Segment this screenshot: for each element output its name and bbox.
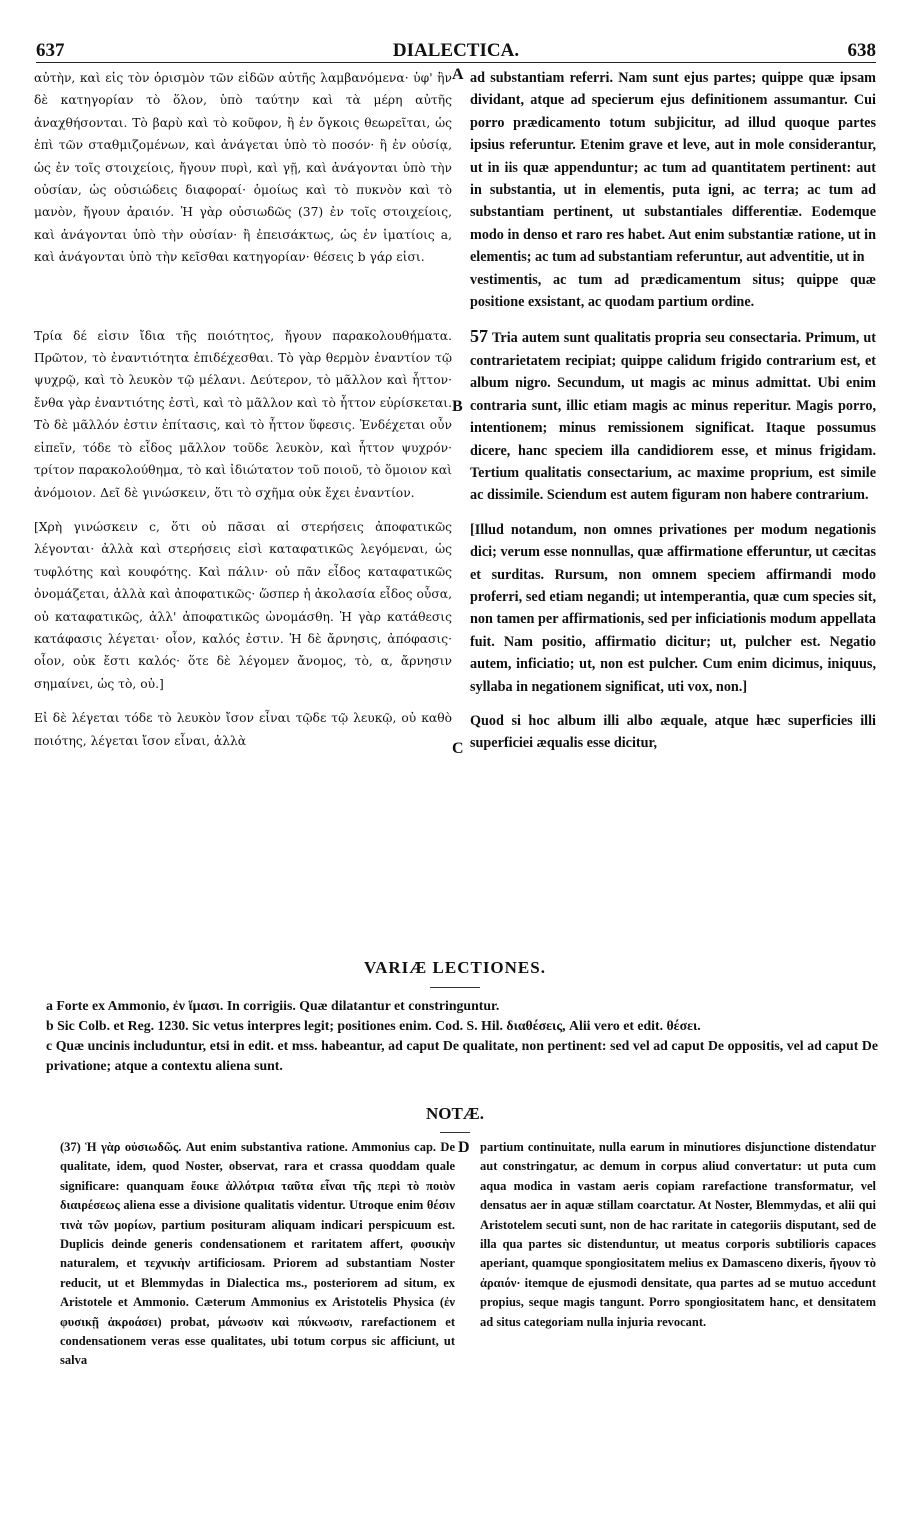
greek-paragraph-1: αὐτὴν, καὶ εἰς τὸν ὁρισμὸν τῶν εἰδῶν αὐτῆς λαμβανόμενα· ὑφ' ἣν δὲ κατηγορίαν τὸ ὅλον, ὑπὸ ταύτην καὶ τὰ μέρη αὐτῆς ἀναχθήσονται. Τὸ βαρὺ καὶ τὸ κοῦφον, ἢ ἐν ὄγκοις θεωρεῖται, ὡς ἐπὶ τῶν σταθμιζομένων, καὶ ἀνάγεται ὑπὸ τὸ ποσόν· ἢ ἐν οὐσίᾳ, ὡς ἐν τοῖς στοιχείοις, ἤγουν πυρὶ, καὶ γῇ, καὶ ἀνάγονται ὑπὸ τὴν οὐσίαν, ὡς οὐσιώδεις διαφοραί· ὁμοίως καὶ τὸ πυκνὸν καὶ τὸ μανὸν, ἤγουν ἀραιόν. Ἡ γὰρ οὐσιωδῶς (37) ἐν τοῖς στοιχείοις, καὶ ἀνάγονται ὑπὸ τὴν οὐσίαν· ἢ ἐπεισάκτως, ὡς ἐν ἱματίοις a, καὶ ἀνάγονται ὑπὸ τὴν κεῖσθαι κατηγορίαν· θέσεις b γάρ εἰσι. xyxy=(34,71,452,265)
notae-left-column: (37) Ἡ γὰρ οὐσιωδῶς. Aut enim substantiva ratione. Ammonius cap. De qualitate, idem, quod Noster, observat, rara et crassa quoddam quale significare: quanquam ἔοικε ἀλλότρια ταῦτα εἶναι τῆς περὶ τὸ ποιὸν διαιρέσεως aliena esse a divisione qualitatis videntur. Utroque enim θέσιν τινὰ τῶν μορίων, partium posituram aliquam indicari perspicuum est. Duplicis deinde generis condensationem et raritatem affert, φυσικὴν naturalem, et τεχνικὴν artificiosam. Priorem ad substantiam Noster reducit, ut et Blemmydas in Dialectica ms., posteriorem ad situm, ex Aristotele et Ammonio. Cæterum Ammonius ex Aristotelis Physica (ἐν φυσικῇ ἀκροάσει) probat, μάνωσιν καὶ πύκνωσιν, rarefactionem et condensationem veras esse qualitates, ubi totum corpus sic afficiunt, ut salva xyxy=(60,1140,455,1368)
variant-note-b: b Sic Colb. et Reg. 1230. Sic vetus interpres legit; positiones enim. Cod. S. Hil. διαθέσεις, Alii vero et edit. θέσει. xyxy=(46,1018,701,1033)
page-number-left: 637 xyxy=(36,40,65,61)
section-divider xyxy=(440,1132,470,1133)
page-title: DIALECTICA. xyxy=(392,40,520,61)
greek-paragraph-3: [Χρὴ γινώσκειν c, ὅτι οὐ πᾶσαι αἱ στερήσεις ἀποφατικῶς λέγονται· ἀλλὰ καὶ στερήσεις εἰσὶ καταφατικῶς λεγόμεναι, ὡς τυφλότης καὶ κουφότης. Καὶ πάλιν· οὐ πᾶν εἶδος καταφατικῶς ὀνομάζεται, ἀλλὰ καὶ ἀποφατικῶς· ὥσπερ ἡ ἀκολασία εἶδος οὖσα, οὐ καταφατικῶς, ἀλλ' ἀποφατικῶς ὠνομάσθη. Ἡ γὰρ κατάθεσις κατάφασις λέγεται· οἷον, καλός ἐστιν. Ἡ δὲ ἄρνησις, ἀπόφασις· οἷον, οὐκ ἔστι καλός· ὅτε δὲ λέγομεν ἄνομος, τὸ, α, ἄρνησιν σημαίνει, ὡς τὸ, οὐ.] xyxy=(34,519,452,691)
variae-lectiones-title: VARIÆ LECTIONES. xyxy=(364,958,546,977)
margin-marker-d: D xyxy=(458,1139,470,1156)
greek-paragraph-4: Εἰ δὲ λέγεται τόδε τὸ λευκὸν ἴσον εἶναι τῷδε τῷ λευκῷ, οὐ καθὸ ποιότης, λέγεται ἴσον εἶναι, ἀλλὰ xyxy=(34,711,452,748)
variant-note-a: a Forte ex Ammonio, ἐν ἵμασι. In corrigiis. Quæ dilatantur et constringuntur. xyxy=(46,998,500,1013)
page-number-right: 638 xyxy=(847,40,876,61)
latin-text-column xyxy=(470,67,876,755)
latin-paragraph-1-continued: vestimentis, ac tum ad prædicamentum situs; quippe quæ positione exsistant, ac quodam partium ordine. xyxy=(470,271,876,311)
notae-title: NOTÆ. xyxy=(425,1104,485,1123)
latin-paragraph-1: ad substantiam referri. Nam sunt ejus partes; quippe quæ ipsam dividant, atque ad specierum ejus definitionem assumantur. Cui porro prædicamento totum subjicitur, ad illud quoque partes ipsius referuntur. Etenim grave et leve, aut in mole considerantur, ut in iis quæ appenduntur; ac tum ad quantitatem pertinent: aut in substantia, ut in elementis, puta igni, ac terra; ac tum ad substantiam pertinent, ut substantiales differentiæ. Eodemque modo in denso et raro res habet. Aut enim substantiæ ratione, ut in elementis; ac tum ad substantiam referuntur, aut adventitie, ut in xyxy=(470,70,876,266)
greek-text-column xyxy=(34,67,452,752)
margin-marker-a: A xyxy=(452,66,464,83)
section-divider xyxy=(430,987,480,988)
variant-note-c: c Quæ uncinis includuntur, etsi in edit. et mss. habeantur, ad caput De qualitate, non pertinent: sed vel ad caput De oppositis, vel ad caput De privatione; atque a contextu aliena sunt. xyxy=(46,1038,878,1073)
running-header xyxy=(36,40,876,63)
latin-paragraph-2: Tria autem sunt qualitatis propria seu consectaria. Primum, ut contrarietatem recipiat; quippe calidum frigido contrarium est, et album nigro. Secundum, ut magis ac minus admittat. Ubi enim contraria sunt, illic etiam magis ac minus reperitur. Magis porro, intentionem; minus remissionem significat. Itaque possumus dicere, hanc speciem illa candidiorem esse, et minus frigidam. Tertium qualitatis consectarium, ac maxime proprium, est simile ac dissimile. Sciendum est autem figuram non habere contrarium. xyxy=(470,330,876,504)
notae-right-column: partium continuitate, nulla earum in minutiores disjunctione distendatur aut constringatur, ac demum in corpus aliud convertatur: ut puta cum aqua modica in vastam aeris copiam rarefactione transformatur, vel densatus aer in aquæ stillam coarctatur. At Noster, Blemmydas, et alii qui Aristotelem secuti sunt, non de hac raritate in categoriis disputant, sed de illa qua partes sic distenduntur, ut meatus corporis subtilioris capaces aperiant, quamque spongiositatem melius ex Damasceno dixeris, ἤγουν τὸ ἀραιόν· itemque de ejusmodi densitate, qua partes ad se mutuo accedunt propius, seque magis tangunt. Porro spongiositatem hanc, et densitatem ad situs categoriam nulla injuria revocant. xyxy=(480,1140,876,1329)
latin-paragraph-4: Quod si hoc album illi albo æquale, atque hæc superficies illi superficiei æqualis esse dicitur, xyxy=(470,712,876,752)
margin-marker-c: C xyxy=(452,740,464,757)
section-number: 57 xyxy=(470,326,488,347)
greek-paragraph-2: Τρία δέ εἰσιν ἴδια τῆς ποιότητος, ἤγουν παρακολουθήματα. Πρῶτον, τὸ ἐναντιότητα ἐπιδέχεσθαι. Τὸ γὰρ θερμὸν ἐναντίον τῷ ψυχρῷ, καὶ τὸ λευκὸν τῷ μέλανι. Δεύτερον, τὸ μᾶλλον καὶ ἧττον· ἔνθα γὰρ ἐναντιότης ἐστὶ, καὶ τὸ μᾶλλον καὶ τὸ ἧττον εὑρίσκεται. Τὸ δὲ μᾶλλόν ἐστιν ἐπίτασις, καὶ τὸ ἧττον ὕφεσις. Ἐνδέχεται οὖν εἰπεῖν, τόδε τὸ εἶδος μᾶλλον τοῦδε λευκὸν, καὶ ἧττον ψυχρόν· τρίτον παρακολούθημα, τὸ καὶ ἰδιώτατον τοῦ ποιοῦ, τὸ ὅμοιον καὶ ἀνόμοιον. Δεῖ δὲ γινώσκειν, ὅτι τὸ σχῆμα οὐκ ἔχει ἐναντίον. xyxy=(34,328,452,500)
variae-lectiones-body xyxy=(46,996,878,1076)
margin-marker-b: B xyxy=(452,398,463,415)
latin-paragraph-3: [Illud notandum, non omnes privationes per modum negationis dici; verum esse nonnullas, quæ affirmatione efferuntur, ut cæcitas et surditas. Rursum, non omnem speciem affirmandi modo proferri, sed etiam negandi; ut intemperantia, quæ cum species sit, non tamen per affirmationis, sed per inficiationis modum appellata fuit. Nam positio, affirmatio dicitur; ut, pulcher est. Negatio autem, inficiatio; ut, non est pulcher. Cum enim dicimus, iniquus, syllaba in negationem significat, uti vox, non.] xyxy=(470,521,876,695)
